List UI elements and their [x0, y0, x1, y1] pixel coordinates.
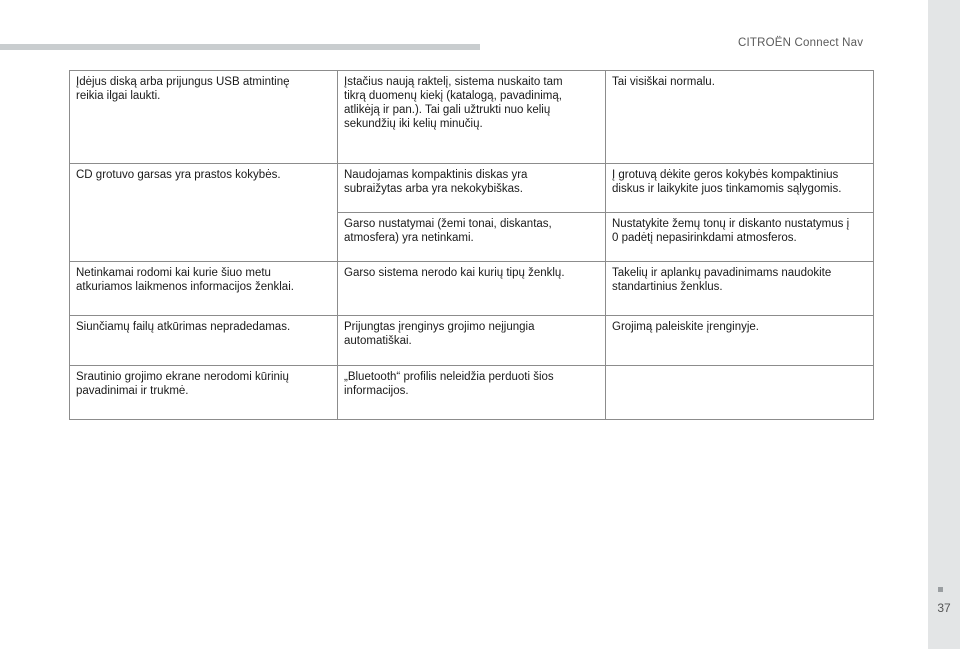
table-row [70, 71, 874, 164]
table-row [70, 366, 874, 420]
page-number: 37 [937, 601, 951, 615]
question-cell: CD grotuvo garsas yra prastos kokybės. [70, 164, 338, 262]
solution-cell [606, 366, 874, 420]
question-cell: Siunčiamų failų atkūrimas nepradedamas. [70, 316, 338, 366]
table-row [70, 316, 874, 366]
page-header-title: CITROËN Connect Nav [738, 37, 864, 49]
section-end-marker [938, 587, 943, 592]
cause-cell: Garso sistema nerodo kai kurių tipų ženklų. [338, 262, 606, 316]
page-side-band [928, 0, 960, 649]
cause-cell: Naudojamas kompaktinis diskas yra subraižytas arba yra nekokybiškas. [338, 164, 606, 213]
table-row [70, 164, 874, 213]
solution-cell: Nustatykite žemų tonų ir diskanto nustatymus į 0 padėtį nepasirinkdami atmosferos. [606, 213, 874, 262]
cause-cell: Prijungtas įrenginys grojimo neįjungia automatiškai. [338, 316, 606, 366]
solution-cell: Tai visiškai normalu. [606, 71, 874, 164]
cause-cell: Įstačius naują raktelį, sistema nuskaito tam tikrą duomenų kiekį (katalogą, pavadinimą, atlikėją ir pan.). Tai gali užtrukti nuo kelių sekundžių iki kelių minučių. [338, 71, 606, 164]
question-cell: Įdėjus diską arba prijungus USB atmintinę reikia ilgai laukti. [70, 71, 338, 164]
solution-cell: Į grotuvą dėkite geros kokybės kompaktinius diskus ir laikykite juos tinkamomis sąlygomis. [606, 164, 874, 213]
solution-cell: Takelių ir aplankų pavadinimams naudokite standartinius ženklus. [606, 262, 874, 316]
question-cell: Netinkamai rodomi kai kurie šiuo metu atkuriamos laikmenos informacijos ženklai. [70, 262, 338, 316]
solution-cell: Grojimą paleiskite įrenginyje. [606, 316, 874, 366]
question-cell: Srautinio grojimo ekrane nerodomi kūrinių pavadinimai ir trukmė. [70, 366, 338, 420]
troubleshooting-table [69, 70, 874, 420]
header-rule [0, 44, 480, 50]
cause-cell: Garso nustatymai (žemi tonai, diskantas, atmosfera) yra netinkami. [338, 213, 606, 262]
cause-cell: „Bluetooth“ profilis neleidžia perduoti šios informacijos. [338, 366, 606, 420]
table-row [70, 262, 874, 316]
